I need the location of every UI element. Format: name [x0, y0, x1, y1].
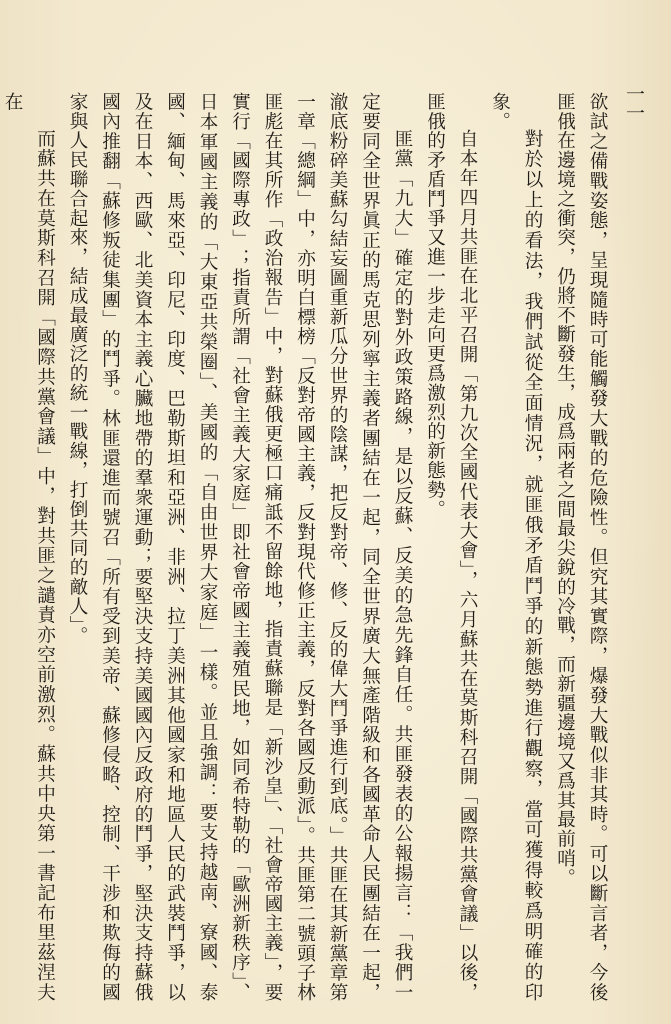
- body-text: [2, 92, 613, 1002]
- page-number: 一一: [623, 84, 645, 122]
- paragraph: 自本年四月共匪在北平召開「第九次全國代表大會」，六月蘇共在莫斯科召開「國際共黨會議」以後，匪俄的矛盾鬥爭又進一步走向更爲激烈的新態勢。: [424, 92, 478, 1002]
- paragraph: 而蘇共在莫斯科召開「國際共黨會議」中，對共匪之譴責亦空前激烈。蘇共中央第一書記布里茲涅夫在: [2, 92, 56, 1002]
- paragraph: 欲試之備戰姿態，呈現隨時可能觸發大戰的危險性。但究其實際，爆發大戰似非其時。可以斷言者，今後匪俄在邊境之衝突，仍將不斷發生，成爲兩者之間最尖銳的冷戰，而新疆邊境又爲其最前哨。: [554, 92, 608, 1002]
- paragraph: 匪黨「九大」確定的對外政策路線，是以反蘇、反美的急先鋒自任。共匪發表的公報揚言：「我們一定要同全世界眞正的馬克思列寧主義者團結在一起，同全世界廣大無產階級和各國革命人民團結在一起，澈底粉碎美蘇勾結妄圖重新瓜分世界的陰謀，把反對帝、修、反的偉大鬥爭進行到底。」共匪在其新黨章第一章「總綱」中，亦明白標榜「反對帝國主義，反對現代修正主義，反對各國反動派」。共匪第二號頭子林匪彪在其所作「政治報告」中，對蘇俄更極口痛詆不留餘地，指責蘇聯是「新沙皇」、「社會帝國主義」，要實行「國際專政」；指責所謂「社會主義大家庭」即社會帝國主義殖民地，如同希特勒的「歐洲新秩序」、日本軍國主義的「大東亞共榮圈」、美國的「自由世界大家庭」一樣。並且強調：要支持越南、寮國、泰國、緬甸、馬來亞、印尼、印度、巴勒斯坦和亞洲、非洲、拉丁美洲其他國家和地區人民的武裝鬥爭，以及在日本、西歐、北美資本主義心臟地帶的羣衆運動；要堅決支持美國國內反政府的鬥爭，堅決支持蘇俄國內推翻「蘇修叛徒集團」的鬥爭。林匪還進而號召「所有受到美帝、蘇修侵略、控制、干涉和欺侮的國家與人民聯合起來，結成最廣泛的統一戰線，打倒共同的敵人」。: [67, 92, 413, 1002]
- paragraph: 對於以上的看法，我們試從全面情況，就匪俄矛盾鬥爭的新態勢進行觀察，當可獲得較爲明確的印象。: [489, 92, 543, 1002]
